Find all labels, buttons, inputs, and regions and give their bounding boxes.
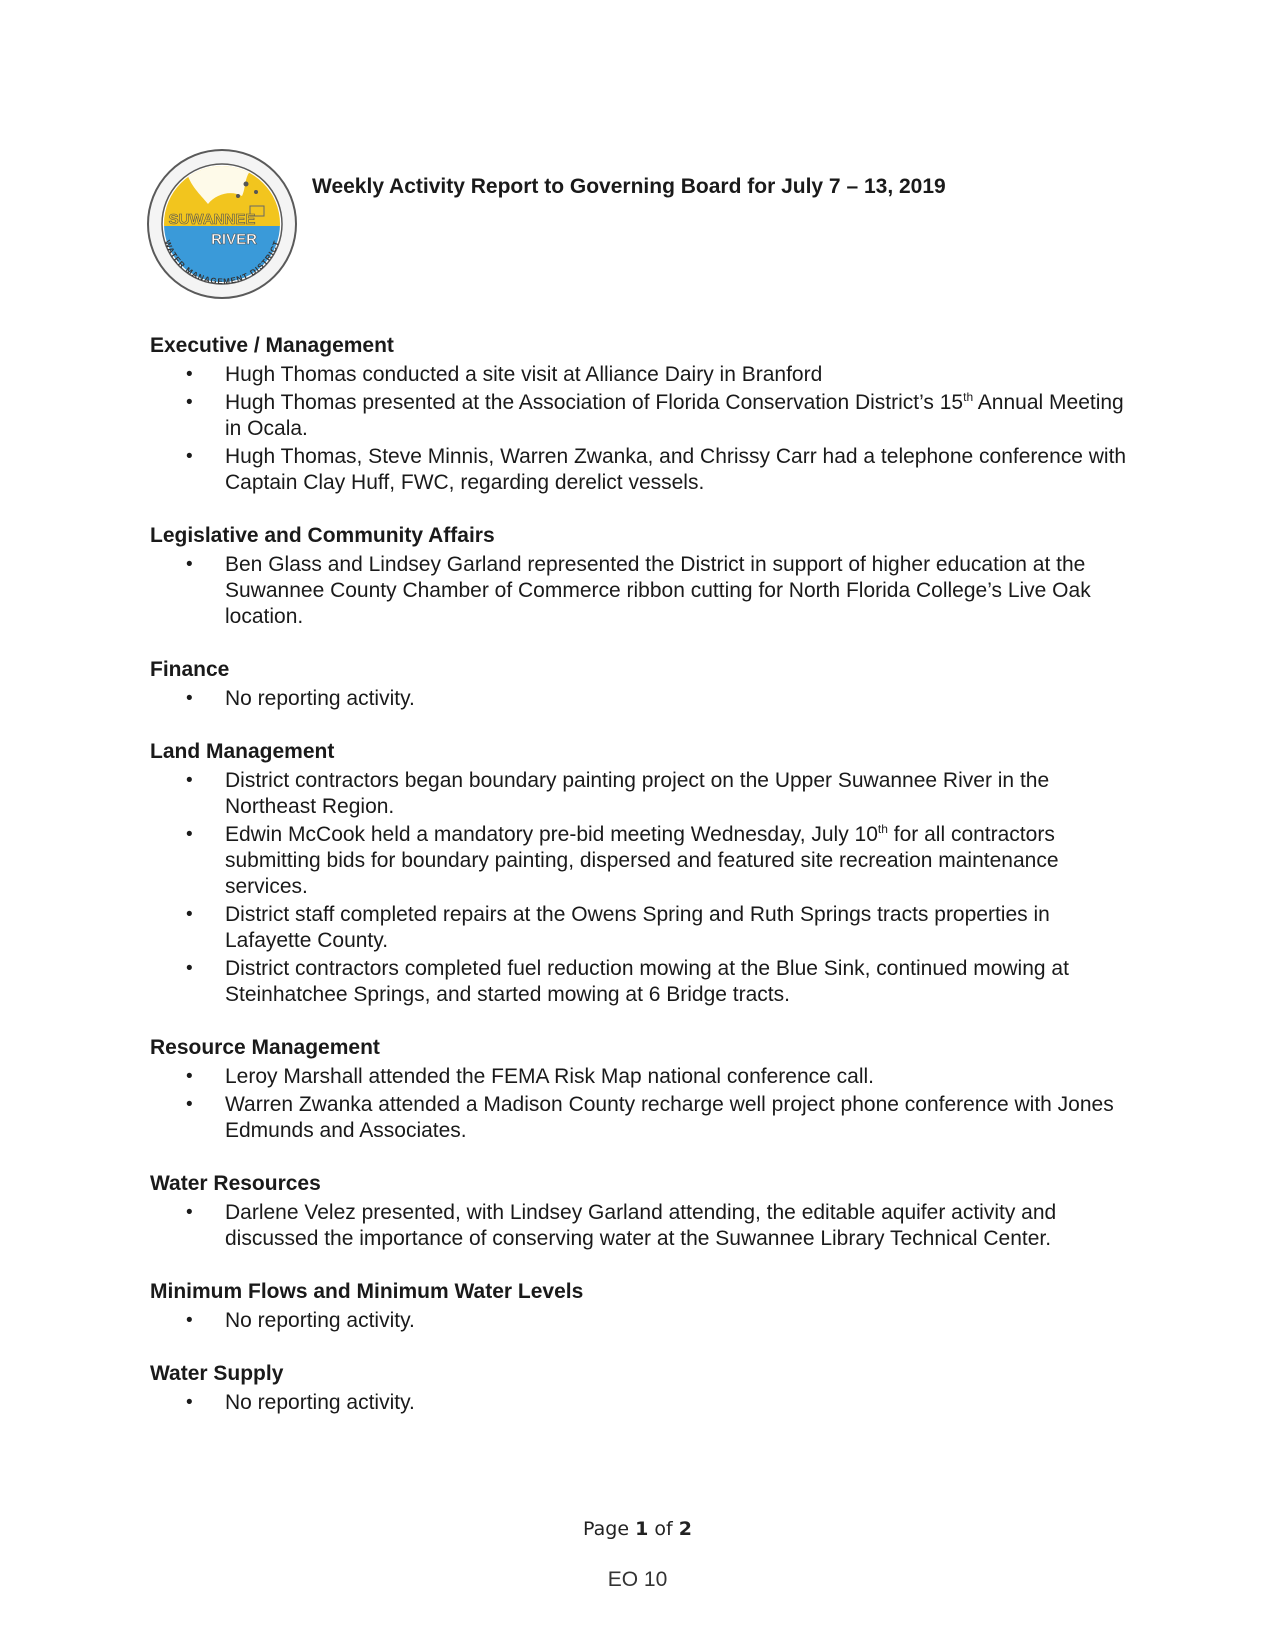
bullet-list	[150, 1064, 1140, 1144]
list-item: • Leroy Marshall attended the FEMA Risk Map national conference call.	[150, 1064, 1140, 1090]
section-heading: Legislative and Community Affairs	[150, 524, 495, 547]
ordinal-suffix: th	[877, 822, 888, 836]
list-item-text: for all contractors submitting bids for boundary painting, dispersed and featured site recreation maintenance services.	[225, 823, 1059, 898]
list-item: • No reporting activity.	[150, 1390, 1140, 1416]
list-item: • No reporting activity.	[150, 1308, 1140, 1334]
page-total: 2	[678, 1518, 692, 1540]
page-current: 1	[635, 1518, 649, 1540]
district-logo	[146, 148, 298, 300]
report-title: Weekly Activity Report to Governing Board for July 7 – 13, 2019	[312, 175, 946, 198]
report-section	[150, 523, 1140, 630]
list-item: • District contractors completed fuel reduction mowing at the Blue Sink, continued mowing at Steinhatchee Springs, and started mowing at 6 Bridge tracts.	[150, 956, 1140, 1008]
section-heading: Land Management	[150, 740, 335, 763]
list-item-text: Hugh Thomas presented at the Association of Florida Conservation District’s 15	[225, 391, 964, 414]
report-section	[150, 333, 1140, 496]
page-of: of	[654, 1518, 673, 1540]
section-heading: Resource Management	[150, 1036, 380, 1059]
bullet-list	[150, 552, 1140, 630]
section-heading: Water Supply	[150, 1362, 284, 1385]
list-item	[150, 390, 1140, 442]
list-item-text: Edwin McCook held a mandatory pre-bid meeting Wednesday, July 10	[225, 823, 878, 846]
bullet-list	[150, 1200, 1140, 1252]
list-item: • District contractors began boundary painting project on the Upper Suwannee River in the Northeast Region.	[150, 768, 1140, 820]
ordinal-suffix: th	[963, 390, 974, 404]
report-section	[150, 657, 1140, 712]
report-section	[150, 1035, 1140, 1144]
section-heading: Executive / Management	[150, 334, 394, 357]
section-heading: Minimum Flows and Minimum Water Levels	[150, 1280, 584, 1303]
report-section	[150, 1279, 1140, 1334]
list-item: • Warren Zwanka attended a Madison County recharge well project phone conference with Jones Edmunds and Associates.	[150, 1092, 1140, 1144]
report-section	[150, 739, 1140, 1008]
list-item-text: Annual Meeting in Ocala.	[225, 391, 1124, 440]
bullet-list	[150, 362, 1140, 496]
list-item: • Ben Glass and Lindsey Garland represented the District in support of higher education at the Suwannee County Chamber of Commerce ribbon cutting for North Florida College’s Live Oak location.	[150, 552, 1140, 630]
section-heading: Water Resources	[150, 1172, 321, 1195]
bullet-list	[150, 1390, 1140, 1416]
logo-text-river: RIVER	[211, 231, 257, 248]
page-number	[0, 1518, 1275, 1540]
logo-text-ring: WATER MANAGEMENT DISTRICT	[162, 238, 282, 287]
report-body	[150, 333, 1140, 1443]
section-heading: Finance	[150, 658, 230, 681]
document-code: EO 10	[607, 1568, 668, 1591]
list-item	[150, 822, 1140, 900]
list-item: • District staff completed repairs at the Owens Spring and Ruth Springs tracts properties in Lafayette County.	[150, 902, 1140, 954]
list-item: • Hugh Thomas conducted a site visit at Alliance Dairy in Branford	[150, 362, 1140, 388]
list-item: • Darlene Velez presented, with Lindsey Garland attending, the editable aquifer activity and discussed the importance of conserving water at the Suwannee Library Technical Center.	[150, 1200, 1140, 1252]
logo-text-suwannee: SUWANNEE	[168, 211, 256, 228]
bullet-list	[150, 686, 1140, 712]
bullet-list	[150, 1308, 1140, 1334]
bullet-list	[150, 768, 1140, 1008]
report-section	[150, 1361, 1140, 1416]
page-label: Page	[583, 1518, 630, 1540]
report-section	[150, 1171, 1140, 1252]
list-item: • Hugh Thomas, Steve Minnis, Warren Zwanka, and Chrissy Carr had a telephone conference with Captain Clay Huff, FWC, regarding derelict vessels.	[150, 444, 1140, 496]
list-item: • No reporting activity.	[150, 686, 1140, 712]
